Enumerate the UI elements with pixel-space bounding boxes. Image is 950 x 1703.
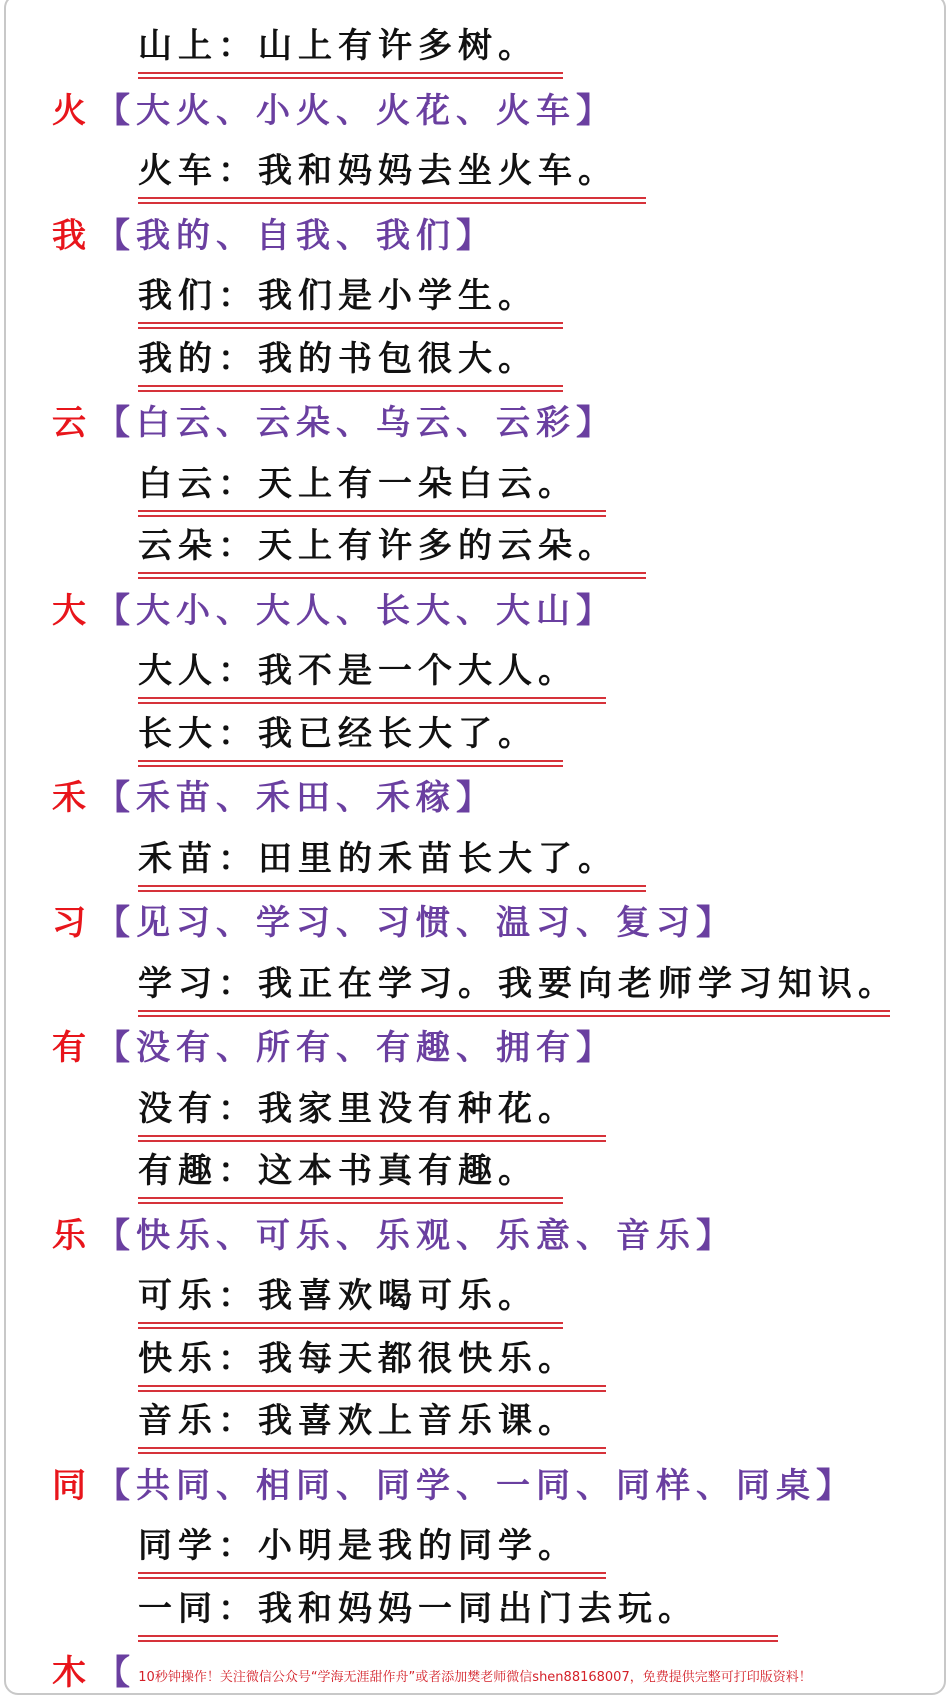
underline-red [138, 1202, 563, 1204]
word-list: 我的、自我、我们 [136, 215, 456, 256]
entry-header [0, 393, 950, 453]
underline-red [138, 1140, 606, 1142]
example-sentence: 可乐：我喜欢喝可乐。 [138, 1276, 538, 1316]
example-sentence-row [0, 143, 950, 205]
entry-word-group [96, 206, 496, 266]
example-sentence-row [0, 268, 950, 330]
example-sentence-row [0, 518, 950, 580]
entry-character: 习 [52, 903, 86, 943]
close-bracket: 】 [456, 778, 496, 818]
underline-red [138, 1390, 606, 1392]
example-sentence-row [0, 1581, 950, 1643]
entry-character: 大 [52, 590, 86, 631]
example-sentence-row [0, 1143, 950, 1205]
example-sentence: 云朵：天上有许多的云朵。 [138, 526, 618, 566]
underline-red [138, 197, 646, 199]
example-sentence-row [0, 643, 950, 705]
underline-red [138, 327, 563, 329]
example-sentence: 同学：小明是我的同学。 [138, 1526, 578, 1566]
underline-red [138, 385, 563, 387]
example-sentence-row [0, 1393, 950, 1455]
underline-red [138, 390, 563, 392]
entry-header [0, 206, 950, 266]
close-bracket: 】 [456, 215, 496, 256]
example-sentence: 一同：我和妈妈一同出门去玩。 [138, 1588, 698, 1629]
example-sentence: 白云：天上有一朵白云。 [138, 463, 578, 504]
open-bracket: 【 [96, 1028, 136, 1068]
underline-red [138, 765, 563, 767]
example-sentence: 我的：我的书包很大。 [138, 338, 538, 379]
underline-red [138, 697, 606, 699]
entry-character: 乐 [52, 1215, 86, 1256]
underline-red [138, 885, 646, 887]
example-sentence-row [0, 956, 950, 1018]
underline-red [138, 1452, 606, 1454]
underline-red [138, 515, 606, 517]
open-bracket: 【 [96, 1465, 136, 1506]
example-sentence-row [0, 456, 950, 518]
example-sentence-row [0, 1268, 950, 1330]
entry-word-group [96, 768, 496, 828]
open-bracket: 【 [96, 903, 136, 943]
underline-red [138, 1447, 606, 1449]
underline-red [138, 72, 563, 74]
underline-red [138, 1015, 890, 1017]
underline-red [138, 1010, 890, 1012]
close-bracket: 】 [576, 403, 616, 443]
underline-red [138, 702, 606, 704]
entry-character: 木 [52, 1653, 86, 1693]
open-bracket: 【 [96, 90, 136, 131]
example-sentence: 山上：山上有许多树。 [138, 26, 538, 66]
entry-word-group [96, 1018, 616, 1078]
entry-word-group [96, 1206, 736, 1266]
close-bracket: 】 [576, 1028, 616, 1068]
open-bracket: 【 [96, 1215, 136, 1256]
entry-word-group [96, 1456, 856, 1516]
word-list: 禾苗、禾田、禾稼 [136, 778, 456, 818]
word-list: 见习、学习、习惯、温习、复习 [136, 903, 696, 943]
example-sentence-row [0, 331, 950, 393]
word-list: 共同、相同、同学、一同、同样、同桌 [136, 1465, 816, 1506]
open-bracket: 【 [96, 1653, 136, 1693]
close-bracket: 】 [576, 90, 616, 131]
word-list: 大小、大人、长大、大山 [136, 590, 576, 631]
example-sentence: 长大：我已经长大了。 [138, 713, 538, 754]
example-sentence: 我们：我们是小学生。 [138, 276, 538, 316]
underline-red [138, 1385, 606, 1387]
entry-word-group [96, 81, 616, 141]
entry-word-group [96, 581, 616, 641]
open-bracket: 【 [96, 590, 136, 631]
open-bracket: 【 [96, 778, 136, 818]
close-bracket: 】 [696, 903, 736, 943]
example-sentence-row [0, 706, 950, 768]
entry-header [0, 1206, 950, 1266]
word-list: 白云、云朵、乌云、云彩 [136, 403, 576, 443]
entry-character: 我 [52, 215, 86, 256]
underline-red [138, 77, 563, 79]
example-sentence: 没有：我家里没有种花。 [138, 1088, 578, 1129]
underline-red [138, 1135, 606, 1137]
entry-header [0, 1456, 950, 1516]
example-sentence: 大人：我不是一个大人。 [138, 651, 578, 691]
example-sentence: 音乐：我喜欢上音乐课。 [138, 1401, 578, 1441]
example-sentence-row [0, 1518, 950, 1580]
word-list: 快乐、可乐、乐观、乐意、音乐 [136, 1215, 696, 1256]
underline-red [138, 1197, 563, 1199]
footer-notice: 10秒钟操作！关注微信公众号“学海无涯甜作舟”或者添加樊老师微信shen88168007，免费提供完整可打印版资料！ [138, 1670, 812, 1685]
underline-red [138, 1572, 606, 1574]
underline-red [138, 202, 646, 204]
entry-character: 同 [52, 1465, 86, 1506]
example-sentence-row [0, 1331, 950, 1393]
underline-red [138, 510, 606, 512]
entry-header [0, 768, 950, 828]
entry-word-group [96, 893, 736, 953]
example-sentence: 火车：我和妈妈去坐火车。 [138, 151, 618, 191]
underline-red [138, 1635, 778, 1637]
underline-red [138, 1640, 778, 1642]
entry-character: 禾 [52, 778, 86, 818]
underline-red [138, 322, 563, 324]
entry-character: 有 [52, 1028, 86, 1068]
entry-header [0, 581, 950, 641]
entry-character: 云 [52, 403, 86, 443]
close-bracket: 】 [576, 590, 616, 631]
example-sentence-row [0, 18, 950, 80]
underline-red [138, 1577, 606, 1579]
word-list: 大火、小火、火花、火车 [136, 90, 576, 131]
entry-character: 火 [52, 90, 86, 131]
underline-red [138, 760, 563, 762]
entry-header [0, 893, 950, 953]
example-sentence: 学习：我正在学习。我要向老师学习知识。 [138, 963, 898, 1004]
entry-header [0, 1018, 950, 1078]
open-bracket: 【 [96, 215, 136, 256]
example-sentence: 禾苗：田里的禾苗长大了。 [138, 838, 618, 879]
entry-word-group [96, 393, 616, 453]
close-bracket: 】 [696, 1215, 736, 1256]
underline-red [138, 1327, 563, 1329]
underline-red [138, 572, 646, 574]
close-bracket: 】 [816, 1465, 856, 1506]
example-sentence-row [0, 1081, 950, 1143]
example-sentence: 快乐：我每天都很快乐。 [138, 1338, 578, 1379]
entry-header [0, 81, 950, 141]
example-sentence: 有趣：这本书真有趣。 [138, 1151, 538, 1191]
underline-red [138, 577, 646, 579]
example-sentence-row [0, 831, 950, 893]
word-list: 没有、所有、有趣、拥有 [136, 1028, 576, 1068]
underline-red [138, 1322, 563, 1324]
underline-red [138, 890, 646, 892]
open-bracket: 【 [96, 403, 136, 443]
